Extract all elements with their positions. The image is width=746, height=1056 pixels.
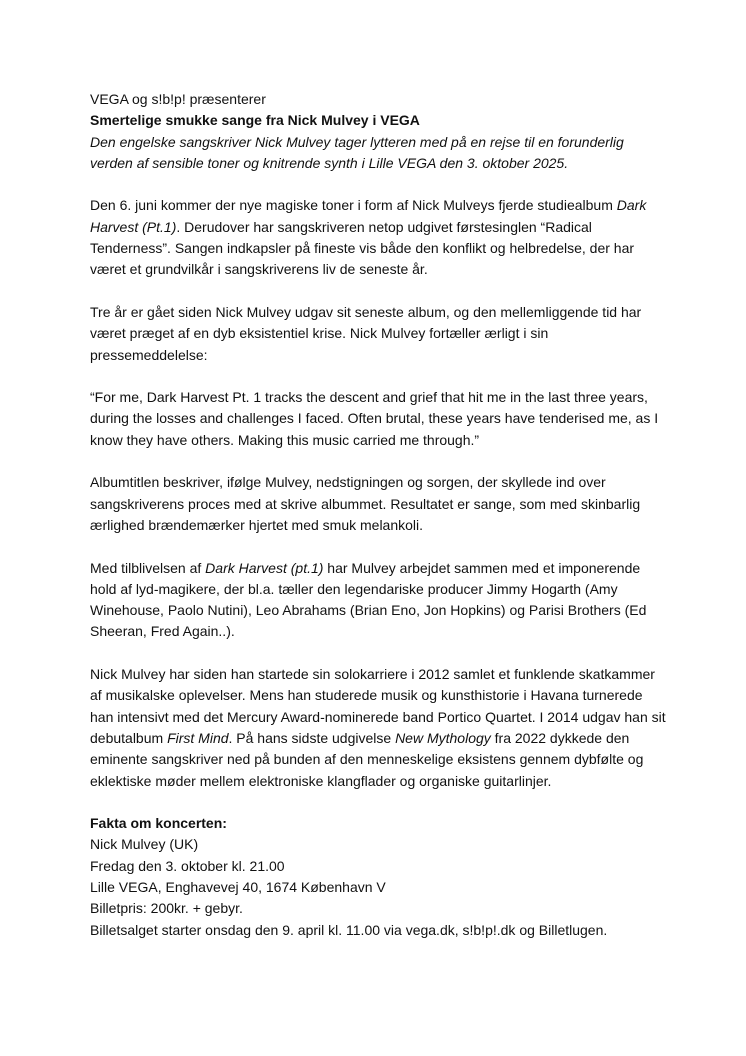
paragraph-album-announcement	[90, 195, 666, 280]
fact-line: Billetpris: 200kr. + gebyr.	[90, 900, 243, 917]
album-title: First Mind	[167, 729, 229, 746]
header-block	[90, 89, 666, 174]
text-segment: . På hans sidste udgivelse	[228, 729, 396, 746]
paragraph-crisis: Tre år er gået siden Nick Mulvey udgav sit seneste album, og den mellemliggende tid har været præget af en dyb eksistentiel krise. Nick Mulvey fortæller ærligt i sin pressemeddelelse:	[90, 303, 642, 363]
fact-line: Lille VEGA, Enghavevej 40, 1674 København V	[90, 878, 386, 895]
facts-heading: Fakta om koncerten:	[90, 815, 227, 832]
text-segment: har Mulvey arbejdet sammen med et imponerende hold af lyd-magikere, der bl.a. tæller den legendariske producer Jimmy Hogarth (Amy Winehouse, Paolo Nutini), Leo Abrahams (Brian Eno, Jon Hopkins) og Parisi Brothers (Ed Sheeran, Fred Again..).	[90, 559, 647, 640]
fact-line: Nick Mulvey (UK)	[90, 836, 199, 853]
kicker: VEGA og s!b!p! præsenterer	[90, 91, 266, 107]
text-segment: Den 6. juni kommer der nye magiske toner i form af Nick Mulveys fjerde studiealbum	[90, 197, 617, 214]
album-title: New Mythology	[395, 729, 491, 746]
fact-line: Fredag den 3. oktober kl. 21.00	[90, 857, 285, 874]
lead-paragraph: Den engelske sangskriver Nick Mulvey tager lytteren med på en rejse til en forunderlig verden af sensible toner og knitrende synth i Lille VEGA den 3. oktober 2025.	[90, 133, 624, 171]
paragraph-album-title: Albumtitlen beskriver, ifølge Mulvey, nedstigningen og sorgen, der skyllede ind over sangskriverens proces med at skrive albummet. Resultatet er sange, som med skinbarlig ærlighed brændemærker hjertet med smuk melankoli.	[90, 474, 641, 533]
quote-paragraph: “For me, Dark Harvest Pt. 1 tracks the descent and grief that hit me in the last three years, during the losses and challenges I faced. Often brutal, these years have tenderised me, as I know they have others. Making this music carried me through.”	[90, 389, 659, 448]
paragraph-collaborators	[90, 558, 666, 643]
album-title: Dark Harvest (pt.1)	[205, 559, 324, 576]
text-segment: Med tilblivelsen af	[90, 559, 206, 576]
facts-block	[90, 813, 666, 941]
text-segment: fra 2022 dykkede den eminente sangskriver ned på bunden af den menneskelige eksistens gennem dybfølte og eklektiske møder mellem elektroniske klangflader og organiske guitarlinjer.	[90, 729, 644, 789]
text-segment: . Derudover har sangskriveren netop udgivet førstesinglen “Radical Tenderness”. Sangen indkapsler på fineste vis både den konflikt og helbredelse, der har været et grundvilkår i sangskriverens liv de seneste år.	[90, 218, 635, 278]
headline: Smertelige smukke sange fra Nick Mulvey i VEGA	[90, 112, 420, 129]
album-title: Dark Harvest (Pt.1)	[90, 197, 647, 235]
paragraph-career	[90, 664, 666, 792]
text-segment: Nick Mulvey har siden han startede sin solokarriere i 2012 samlet et funklende skatkammer af musikalske oplevelser. Mens han studerede musik og kunsthistorie i Havana turnerede han intensivt med det Mercury Award-nominerede band Portico Quartet. I 2014 udgav han sit debutalbum	[90, 666, 666, 746]
fact-line: Billetsalget starter onsdag den 9. april kl. 11.00 via vega.dk, s!b!p!.dk og Billetlugen.	[90, 921, 608, 938]
